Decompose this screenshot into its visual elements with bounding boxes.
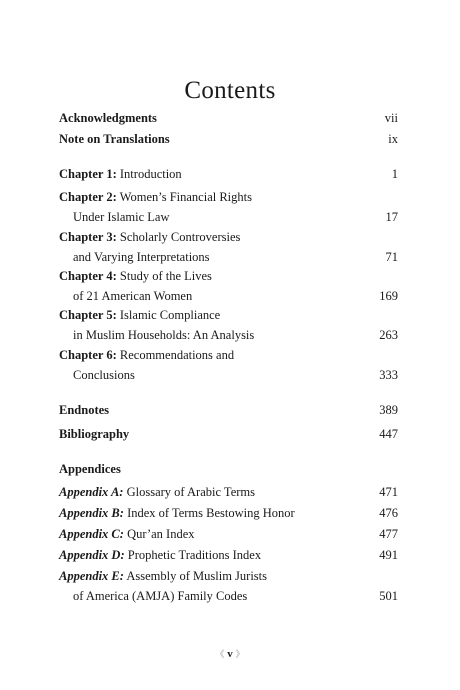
toc-page-number: 477 (379, 527, 398, 541)
folio-ornament-right-icon: 》 (235, 649, 245, 659)
toc-page-number: 1 (391, 167, 398, 181)
chapter-title: Recommendations and (119, 348, 235, 362)
toc-entry-label: Endnotes (59, 403, 110, 417)
toc-page-number: 169 (379, 289, 398, 303)
appendix-title: Glossary of Arabic Terms (126, 485, 255, 499)
chapter-title-continued: Conclusions (73, 368, 135, 382)
toc-entry-appendix-c[interactable] (59, 524, 398, 544)
toc-entry-chapter-4[interactable] (59, 266, 398, 306)
appendix-letter: Appendix C: (59, 527, 124, 541)
toc-page-number: 491 (379, 548, 398, 562)
toc-page-number: 17 (385, 210, 398, 224)
toc-entry-label: Acknowledgments (59, 111, 157, 125)
chapter-title-continued: and Varying Interpretations (73, 250, 210, 264)
toc-entry-chapter-1[interactable] (59, 164, 398, 184)
appendix-letter: Appendix D: (59, 548, 125, 562)
section-heading: Appendices (59, 462, 121, 476)
toc-page-number: 263 (379, 328, 398, 342)
toc-entry-endnotes[interactable] (59, 400, 398, 420)
toc-entry-appendix-b[interactable] (59, 503, 398, 523)
toc-entry-chapter-2[interactable] (59, 187, 398, 227)
toc-entry-appendix-a[interactable] (59, 482, 398, 502)
appendix-letter: Appendix E: (59, 569, 124, 583)
toc-page-number: 476 (379, 506, 398, 520)
appendices-heading (59, 459, 398, 479)
chapter-title-continued: Under Islamic Law (73, 210, 170, 224)
toc-page-number: 71 (385, 250, 398, 264)
toc-entry-chapter-6[interactable] (59, 345, 398, 385)
toc-entry-chapter-5[interactable] (59, 305, 398, 345)
chapter-title: Introduction (119, 167, 182, 181)
toc-page-number: 501 (379, 589, 398, 603)
toc-entry-chapter-3[interactable] (59, 227, 398, 267)
chapter-title-continued: of 21 American Women (73, 289, 193, 303)
appendix-letter: Appendix B: (59, 506, 124, 520)
toc-entry-note-on-translations[interactable] (59, 129, 398, 149)
toc-page-number: 447 (379, 427, 398, 441)
toc-page-number: 333 (379, 368, 398, 382)
toc-entry-label: Note on Translations (59, 132, 170, 146)
toc-page-number: ix (388, 132, 398, 146)
toc-entry-appendix-d[interactable] (59, 545, 398, 565)
chapter-number: Chapter 3: (59, 230, 117, 244)
page-folio (0, 647, 460, 660)
toc-entry-acknowledgments[interactable] (59, 108, 398, 128)
chapter-title: Islamic Compliance (119, 308, 221, 322)
toc-page-number: vii (384, 111, 398, 125)
appendix-title: Prophetic Traditions Index (127, 548, 262, 562)
chapter-title-continued: in Muslim Households: An Analysis (73, 328, 255, 342)
chapter-number: Chapter 5: (59, 308, 117, 322)
appendix-title: Index of Terms Bestowing Honor (127, 506, 295, 520)
chapter-title: Scholarly Controversies (119, 230, 241, 244)
chapter-title: Women’s Financial Rights (119, 190, 252, 204)
page-number: v (227, 648, 233, 660)
chapter-title: Study of the Lives (119, 269, 212, 283)
appendix-title: Assembly of Muslim Jurists (126, 569, 268, 583)
toc-page-number: 471 (379, 485, 398, 499)
chapter-number: Chapter 1: (59, 167, 117, 181)
toc-entry-appendix-e[interactable] (59, 566, 398, 606)
appendix-title-continued: of America (AMJA) Family Codes (73, 589, 248, 603)
chapter-number: Chapter 2: (59, 190, 117, 204)
chapter-number: Chapter 4: (59, 269, 117, 283)
chapter-number: Chapter 6: (59, 348, 117, 362)
appendix-title: Qur’an Index (127, 527, 195, 541)
page-title: Contents (184, 76, 276, 104)
toc-entry-bibliography[interactable] (59, 424, 398, 444)
appendix-letter: Appendix A: (59, 485, 124, 499)
toc-page-number: 389 (379, 403, 398, 417)
toc-entry-label: Bibliography (59, 427, 130, 441)
folio-ornament-left-icon: 《 (215, 649, 225, 659)
